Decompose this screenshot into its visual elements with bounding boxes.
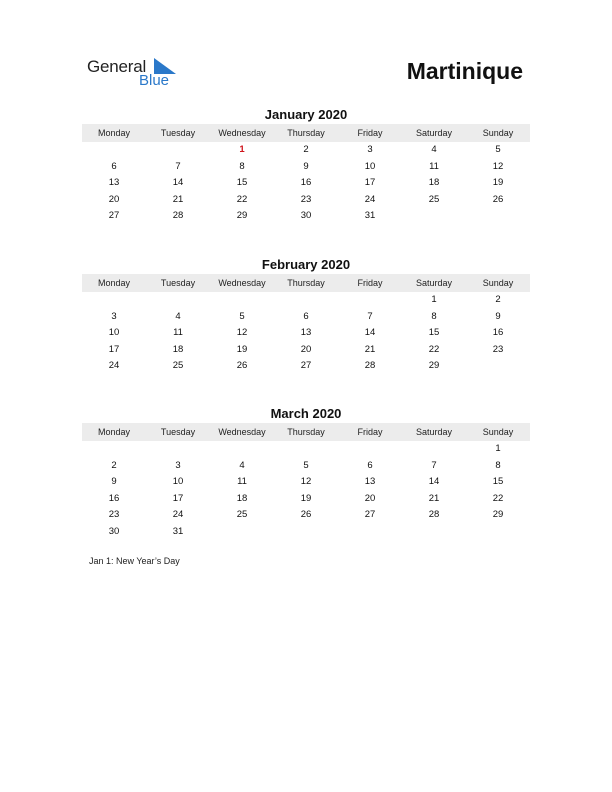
day-cell: 2 [111,459,117,471]
day-cell [146,441,210,458]
week-row [82,491,530,508]
weekday-label: Thursday [287,427,325,437]
weekday-label: Friday [357,427,383,437]
day-cell: 4 [431,144,437,155]
day-cell: 1 [431,294,437,305]
day-cell: 13 [364,476,376,488]
week-row [82,159,530,176]
day-cell [466,358,530,375]
day-cell: 23 [108,509,120,521]
day-cell: 12 [492,160,504,172]
day-cell: 30 [300,210,312,222]
day-cell: 20 [364,492,376,504]
day-cell: 24 [108,360,120,372]
day-cell [82,142,146,159]
day-cell: 17 [364,177,376,189]
week-row [82,325,530,342]
day-cell [210,524,274,541]
weekday-label: Wednesday [218,278,266,288]
weekday-label: Wednesday [218,128,266,138]
day-cell: 26 [236,360,248,372]
day-cell [402,524,466,541]
week-row [82,309,530,326]
day-cell: 31 [364,210,376,222]
month-calendar-march [82,405,530,541]
day-cell: 28 [428,509,440,521]
day-cell: 28 [364,360,376,372]
day-cell: 15 [236,177,248,189]
day-cell: 9 [495,310,501,322]
day-cell: 20 [300,343,312,355]
day-cell: 13 [108,177,120,189]
day-cell: 6 [303,310,309,322]
day-cell: 14 [428,476,440,488]
country-title: Martinique [406,58,523,84]
day-cell [146,142,210,159]
week-row [82,507,530,524]
day-cell [466,524,530,541]
day-cell: 2 [303,144,309,155]
weekday-header-row [82,423,530,441]
day-cell: 9 [111,476,117,488]
day-cell: 4 [175,310,181,322]
day-cell [338,292,402,309]
day-cell: 25 [236,509,248,521]
day-cell: 22 [428,343,440,355]
day-cell: 23 [300,193,312,205]
day-cell: 20 [108,193,120,205]
day-cell [210,292,274,309]
day-cell: 5 [303,459,309,471]
day-cell: 18 [428,177,440,189]
weekday-label: Thursday [287,128,325,138]
day-cell: 6 [367,459,373,471]
weekday-label: Tuesday [160,278,196,288]
week-row [82,142,530,159]
weekday-label: Saturday [415,128,453,138]
day-cell [402,441,466,458]
day-cell [274,292,338,309]
day-cell: 27 [108,210,120,222]
day-cell [466,208,530,225]
day-cell: 26 [300,509,312,521]
month-calendar-february [82,256,530,375]
day-cell: 11 [237,476,247,488]
weekday-label: Monday [97,427,131,437]
week-row [82,441,530,458]
day-cell: 23 [492,343,504,355]
week-row [82,192,530,209]
day-cell [210,441,274,458]
day-cell: 26 [492,193,504,205]
day-cell [274,524,338,541]
day-cell: 15 [492,476,504,488]
weekday-label: Thursday [287,278,325,288]
logo-blue-text: Blue [139,72,170,89]
day-cell: 6 [111,160,117,172]
day-cell: 14 [364,327,376,339]
day-cell: 29 [428,360,440,372]
day-cell: 22 [492,492,504,504]
day-cell: 19 [236,343,248,355]
day-cell: 9 [303,160,309,172]
day-cell: 14 [172,177,184,189]
day-cell: 3 [367,144,373,155]
day-cell: 1 [239,144,245,155]
day-cell: 1 [495,443,501,454]
weekday-label: Sunday [482,427,514,437]
day-cell [338,524,402,541]
week-row [82,524,530,541]
day-cell: 7 [367,310,373,322]
day-cell: 12 [236,327,248,339]
day-cell: 16 [300,177,312,189]
day-cell: 31 [172,525,184,537]
day-cell [146,292,210,309]
month-title: March 2020 [270,406,342,421]
weekday-label: Saturday [415,427,453,437]
weekday-label: Sunday [482,278,514,288]
week-row [82,458,530,475]
day-cell: 8 [431,310,437,322]
day-cell: 10 [364,160,376,172]
week-row [82,208,530,225]
weekday-header-row [82,274,530,292]
week-row [82,474,530,491]
day-cell: 29 [492,509,504,521]
weekday-label: Friday [357,128,383,138]
day-cell: 13 [300,327,312,339]
day-cell: 11 [429,160,439,172]
day-cell: 2 [495,294,501,305]
day-cell: 7 [175,160,181,172]
weekday-label: Tuesday [160,427,196,437]
day-cell: 27 [300,360,312,372]
day-cell: 17 [172,492,184,504]
weekday-header-row [82,124,530,142]
week-row [82,358,530,375]
day-cell: 17 [108,343,120,355]
day-cell: 18 [236,492,248,504]
day-cell: 30 [108,525,120,537]
day-cell: 25 [172,360,184,372]
day-cell: 22 [236,193,248,205]
day-cell [338,441,402,458]
day-cell: 21 [172,193,184,205]
day-cell: 19 [300,492,312,504]
month-calendar-january [82,106,530,225]
day-cell: 15 [428,327,440,339]
day-cell: 24 [172,509,184,521]
day-cell [82,292,146,309]
week-row [82,342,530,359]
day-cell: 4 [239,459,245,471]
day-cell: 29 [236,210,248,222]
weekday-label: Saturday [415,278,453,288]
day-cell: 5 [495,144,501,155]
day-cell: 3 [111,310,117,322]
day-cell: 11 [173,327,183,339]
day-cell: 24 [364,193,376,205]
day-cell: 18 [172,343,184,355]
day-cell: 25 [428,193,440,205]
day-cell: 8 [495,459,501,471]
weekday-label: Sunday [482,128,514,138]
day-cell: 19 [492,177,504,189]
day-cell: 21 [428,492,440,504]
logo-general-text: General [87,57,147,76]
day-cell [82,441,146,458]
day-cell [274,441,338,458]
day-cell: 5 [239,310,245,322]
weekday-label: Monday [97,128,131,138]
day-cell: 3 [175,459,181,471]
weekday-label: Friday [357,278,383,288]
month-title: January 2020 [264,107,348,122]
generalblue-logo [87,57,187,93]
day-cell: 10 [172,476,184,488]
weekday-label: Wednesday [218,427,266,437]
weekday-label: Tuesday [160,128,196,138]
day-cell: 28 [172,210,184,222]
day-cell: 16 [108,492,120,504]
day-cell: 10 [108,327,120,339]
weekday-label: Monday [97,278,131,288]
day-cell: 16 [492,327,504,339]
month-title: February 2020 [261,257,351,272]
day-cell: 27 [364,509,376,521]
week-row [82,175,530,192]
day-cell: 21 [364,343,376,355]
week-row [82,292,530,309]
holiday-note: Jan 1: New Year’s Day [89,556,180,566]
day-cell: 8 [239,160,245,172]
day-cell [402,208,466,225]
day-cell: 7 [431,459,437,471]
day-cell: 12 [300,476,312,488]
